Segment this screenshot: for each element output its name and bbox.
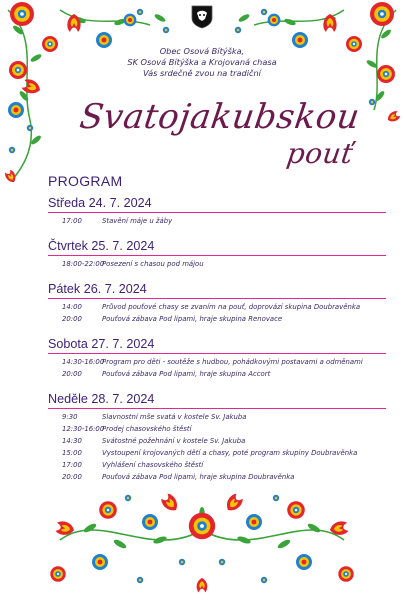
event-time: 20:00 [62,370,82,378]
event-time: 14:30 [62,437,82,445]
day-block [48,282,388,325]
event-row [48,435,388,447]
event-time: 14:30-16:00 [62,358,105,366]
event-description: Slavnostní mše svatá v kostele Sv. Jakuba [102,413,247,421]
event-description: Pouťová zábava Pod lipami, hraje skupina Renovace [102,315,283,323]
day-heading: Středa 24. 7. 2024 [48,196,152,210]
event-row [48,356,388,368]
day-heading: Sobota 27. 7. 2024 [48,337,155,351]
event-row [48,215,388,227]
day-block [48,196,388,227]
schedule [48,196,388,495]
day-divider [48,408,386,409]
event-time: 20:00 [62,473,82,481]
event-description: Stavění máje u žáby [102,217,173,225]
day-divider [48,353,386,354]
day-block [48,239,388,270]
event-time: 15:00 [62,449,82,457]
event-description: Prodej chasovského štěstí [102,425,192,433]
event-description: Posezení s chasou pod májou [102,260,204,268]
event-description: Průvod pouťové chasy se zvaním na pouť, doprovází skupina Doubravěnka [102,303,361,311]
intro-line: SK Osová Bítýška a Krojovaná chasa [127,57,277,67]
event-row [48,411,388,423]
day-block [48,337,388,380]
program-heading: PROGRAM [48,173,123,189]
intro-line: Obec Osová Bítýška, [159,46,245,56]
intro-line: Vás srdečně zvou na tradiční [143,68,261,78]
event-row [48,313,388,325]
event-row [48,258,388,270]
event-time: 12:30-16:00 [62,425,105,433]
day-heading: Pátek 26. 7. 2024 [48,282,147,296]
village-coat-of-arms-icon [191,5,213,29]
event-description: Program pro děti - soutěže s hudbou, pohádkovými postavami a odměnami [102,358,363,366]
event-description: Pouťová zábava Pod lipami, hraje skupina Doubravěnka [102,473,295,481]
bottom-folk-ornament-icon [0,470,404,600]
event-time: 17:00 [62,217,82,225]
event-row [48,368,388,380]
event-time: 18:00-22:00 [62,260,105,268]
day-divider [48,298,386,299]
event-description: Pouťová zábava Pod lipami, hraje skupina Accort [102,370,271,378]
day-divider [48,255,386,256]
event-time: 9:30 [62,413,78,421]
title-line-2: pouť [284,137,356,170]
event-row [48,301,388,313]
event-row [48,447,388,459]
day-divider [48,212,386,213]
day-heading: Neděle 28. 7. 2024 [48,392,155,406]
event-row [48,423,388,435]
event-description: Vystoupení krojovaných dětí a chasy, poté program skupiny Doubravěnka [102,449,358,457]
event-time: 17:00 [62,461,82,469]
event-time: 14:00 [62,303,82,311]
event-description: Vyhlášení chasovského štěstí [102,461,204,469]
title-line-1: Svatojakubskou [77,97,363,137]
event-description: Svátostné požehnání v kostele Sv. Jakuba [102,437,246,445]
day-heading: Čtvrtek 25. 7. 2024 [48,239,155,253]
event-time: 20:00 [62,315,82,323]
